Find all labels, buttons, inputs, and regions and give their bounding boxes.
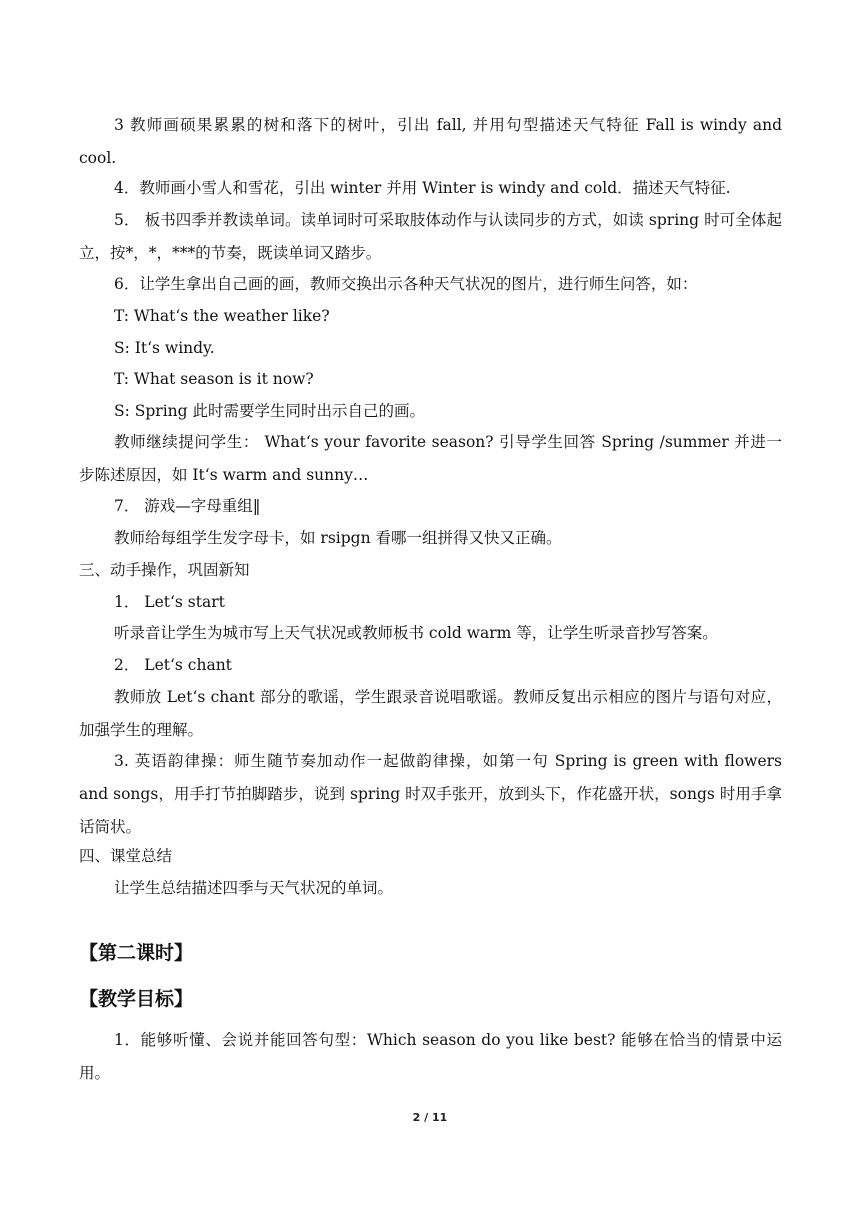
- paragraph-listen-record: 听录音让学生为城市写上天气状况或教师板书 cold warm 等，让学生听录音抄写答案。: [114, 624, 718, 642]
- paragraph-favorite-season: 教师继续提问学生： What‘s your favorite season? 引导学生回答 Spring /summer 并进一步陈述原因，如 It‘s warm and sunny…: [79, 433, 782, 484]
- paragraph-summary: 让学生总结描述四季与天气状况的单词。: [114, 879, 394, 897]
- paragraph-show-pictures: 6．让学生拿出自己画的画，教师交换出示各种天气状况的图片，进行师生问答，如：: [114, 275, 698, 293]
- paragraph-fall: 3 教师画硕果累累的树和落下的树叶，引出 fall, 并用句型描述天气特征 Fall is windy and cool.: [79, 116, 782, 167]
- lesson-heading: 【第二课时】: [79, 942, 194, 964]
- objectives-heading: 【教学目标】: [79, 988, 194, 1010]
- section-heading: 四、课堂总结: [79, 847, 173, 865]
- paragraph-winter: 4．教师画小雪人和雪花，引出 winter 并用 Winter is windy and cold．描述天气特征.: [114, 179, 731, 197]
- paragraph-lets-start: 1． Let‘s start: [114, 593, 225, 611]
- paragraph-rhythm-exercise: 3. 英语韵律操：师生随节奏加动作一起做韵律操，如第一句 Spring is green with flowers and songs，用手打节拍脚踏步，说到 spring 时双手张开，放到头下，作花盛开状，songs 时用手拿话筒状。: [79, 752, 782, 836]
- paragraph-objective-1: 1．能够听懂、会说并能回答句型：Which season do you like best? 能够在恰当的情景中运用。: [79, 1031, 782, 1082]
- paragraph-game: 7． 游戏—字母重组‖: [114, 497, 261, 515]
- dialogue-line: S: It‘s windy.: [114, 339, 215, 357]
- paragraph-lets-chant: 2． Let‘s chant: [114, 656, 232, 674]
- dialogue-line: T: What‘s the weather like?: [114, 307, 330, 325]
- dialogue-line: T: What season is it now?: [114, 370, 314, 388]
- page-number: 2 / 11: [412, 1111, 448, 1124]
- dialogue-line: S: Spring 此时需要学生同时出示自己的画。: [114, 402, 426, 420]
- paragraph-chant-song: 教师放 Let‘s chant 部分的歌谣，学生跟录音说唱歌谣。教师反复出示相应的图片与语句对应，加强学生的理解。: [79, 688, 782, 739]
- section-heading: 三、动手操作，巩固新知: [79, 561, 250, 579]
- paragraph-letter-cards: 教师给每组学生发字母卡，如 rsipgn 看哪一组拼得又快又正确。: [114, 529, 562, 547]
- paragraph-blackboard-seasons: 5． 板书四季并教读单词。读单词时可采取肢体动作与认读同步的方式，如读 spring 时可全体起立，按*，*，***的节奏，既读单词又踏步。: [79, 211, 782, 262]
